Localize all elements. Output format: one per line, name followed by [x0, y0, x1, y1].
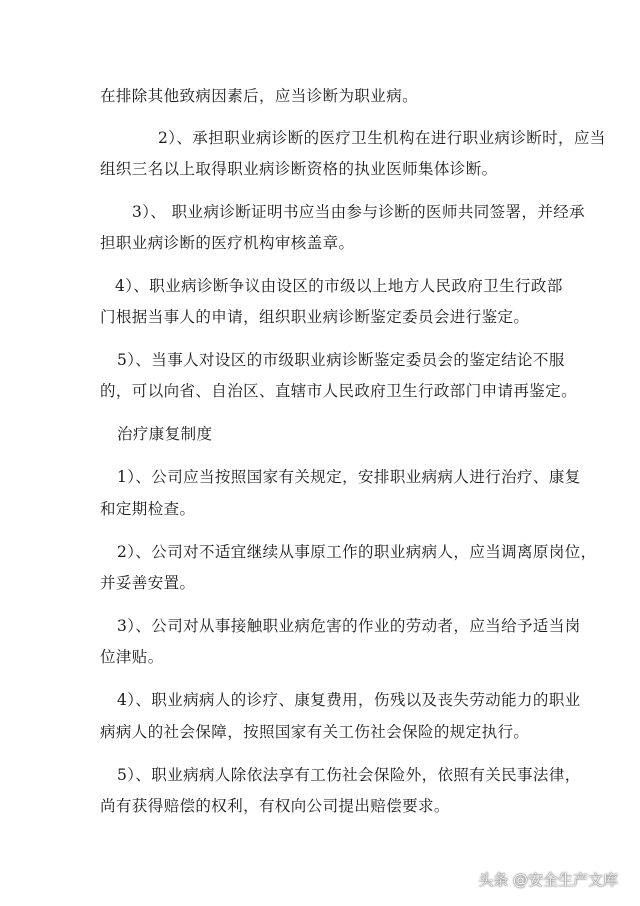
text-line: 4）、职业病诊断争议由设区的市级以上地方人民政府卫生行政部: [115, 277, 563, 295]
text-line: 病病人的社会保障，按照国家有关工伤社会保险的规定执行。: [100, 723, 530, 741]
section-heading: 治疗康复制度: [117, 425, 213, 443]
text-line: 位津贴。: [100, 648, 164, 666]
text-line: 2）、公司对不适宜继续从事原工作的职业病病人，应当调离原岗位，: [117, 543, 597, 561]
text-line: 1）、公司应当按照国家有关规定，安排职业病病人进行治疗、康复: [117, 468, 581, 486]
text-line: 和定期检查。: [100, 500, 196, 518]
text-line: 组织三名以上取得职业病诊断资格的执业医师集体诊断。: [100, 160, 498, 178]
text-line: 4）、职业病病人的诊疗、康复费用，伤残以及丧失劳动能力的职业: [117, 691, 581, 709]
text-line: 尚有获得赔偿的权利，有权向公司提出赔偿要求。: [100, 797, 450, 815]
text-line: 的，可以向省、自治区、直辖市人民政府卫生行政部门申请再鉴定。: [100, 382, 578, 400]
text-line: 担职业病诊断的医疗机构审核盖章。: [100, 234, 355, 252]
text-line: 3）、公司对从事接触职业病危害的作业的劳动者，应当给予适当岗: [117, 617, 581, 635]
text-line: 3）、 职业病诊断证明书应当由参与诊断的医师共同签署，并经承: [132, 203, 586, 221]
text-line: 5）、职业病病人除依法享有工伤社会保险外，依照有关民事法律，: [117, 766, 581, 784]
text-line: 2）、承担职业病诊断的医疗卫生机构在进行职业病诊断时，应当: [158, 129, 606, 147]
text-line: 在排除其他致病因素后，应当诊断为职业病。: [100, 87, 419, 105]
watermark: 头条 @安全生产文库: [478, 871, 618, 889]
text-line: 门根据当事人的申请，组织职业病诊断鉴定委员会进行鉴定。: [100, 308, 530, 326]
text-line: 5）、当事人对设区的市级职业病诊断鉴定委员会的鉴定结论不服: [117, 351, 565, 369]
text-line: 并妥善安置。: [100, 574, 196, 592]
